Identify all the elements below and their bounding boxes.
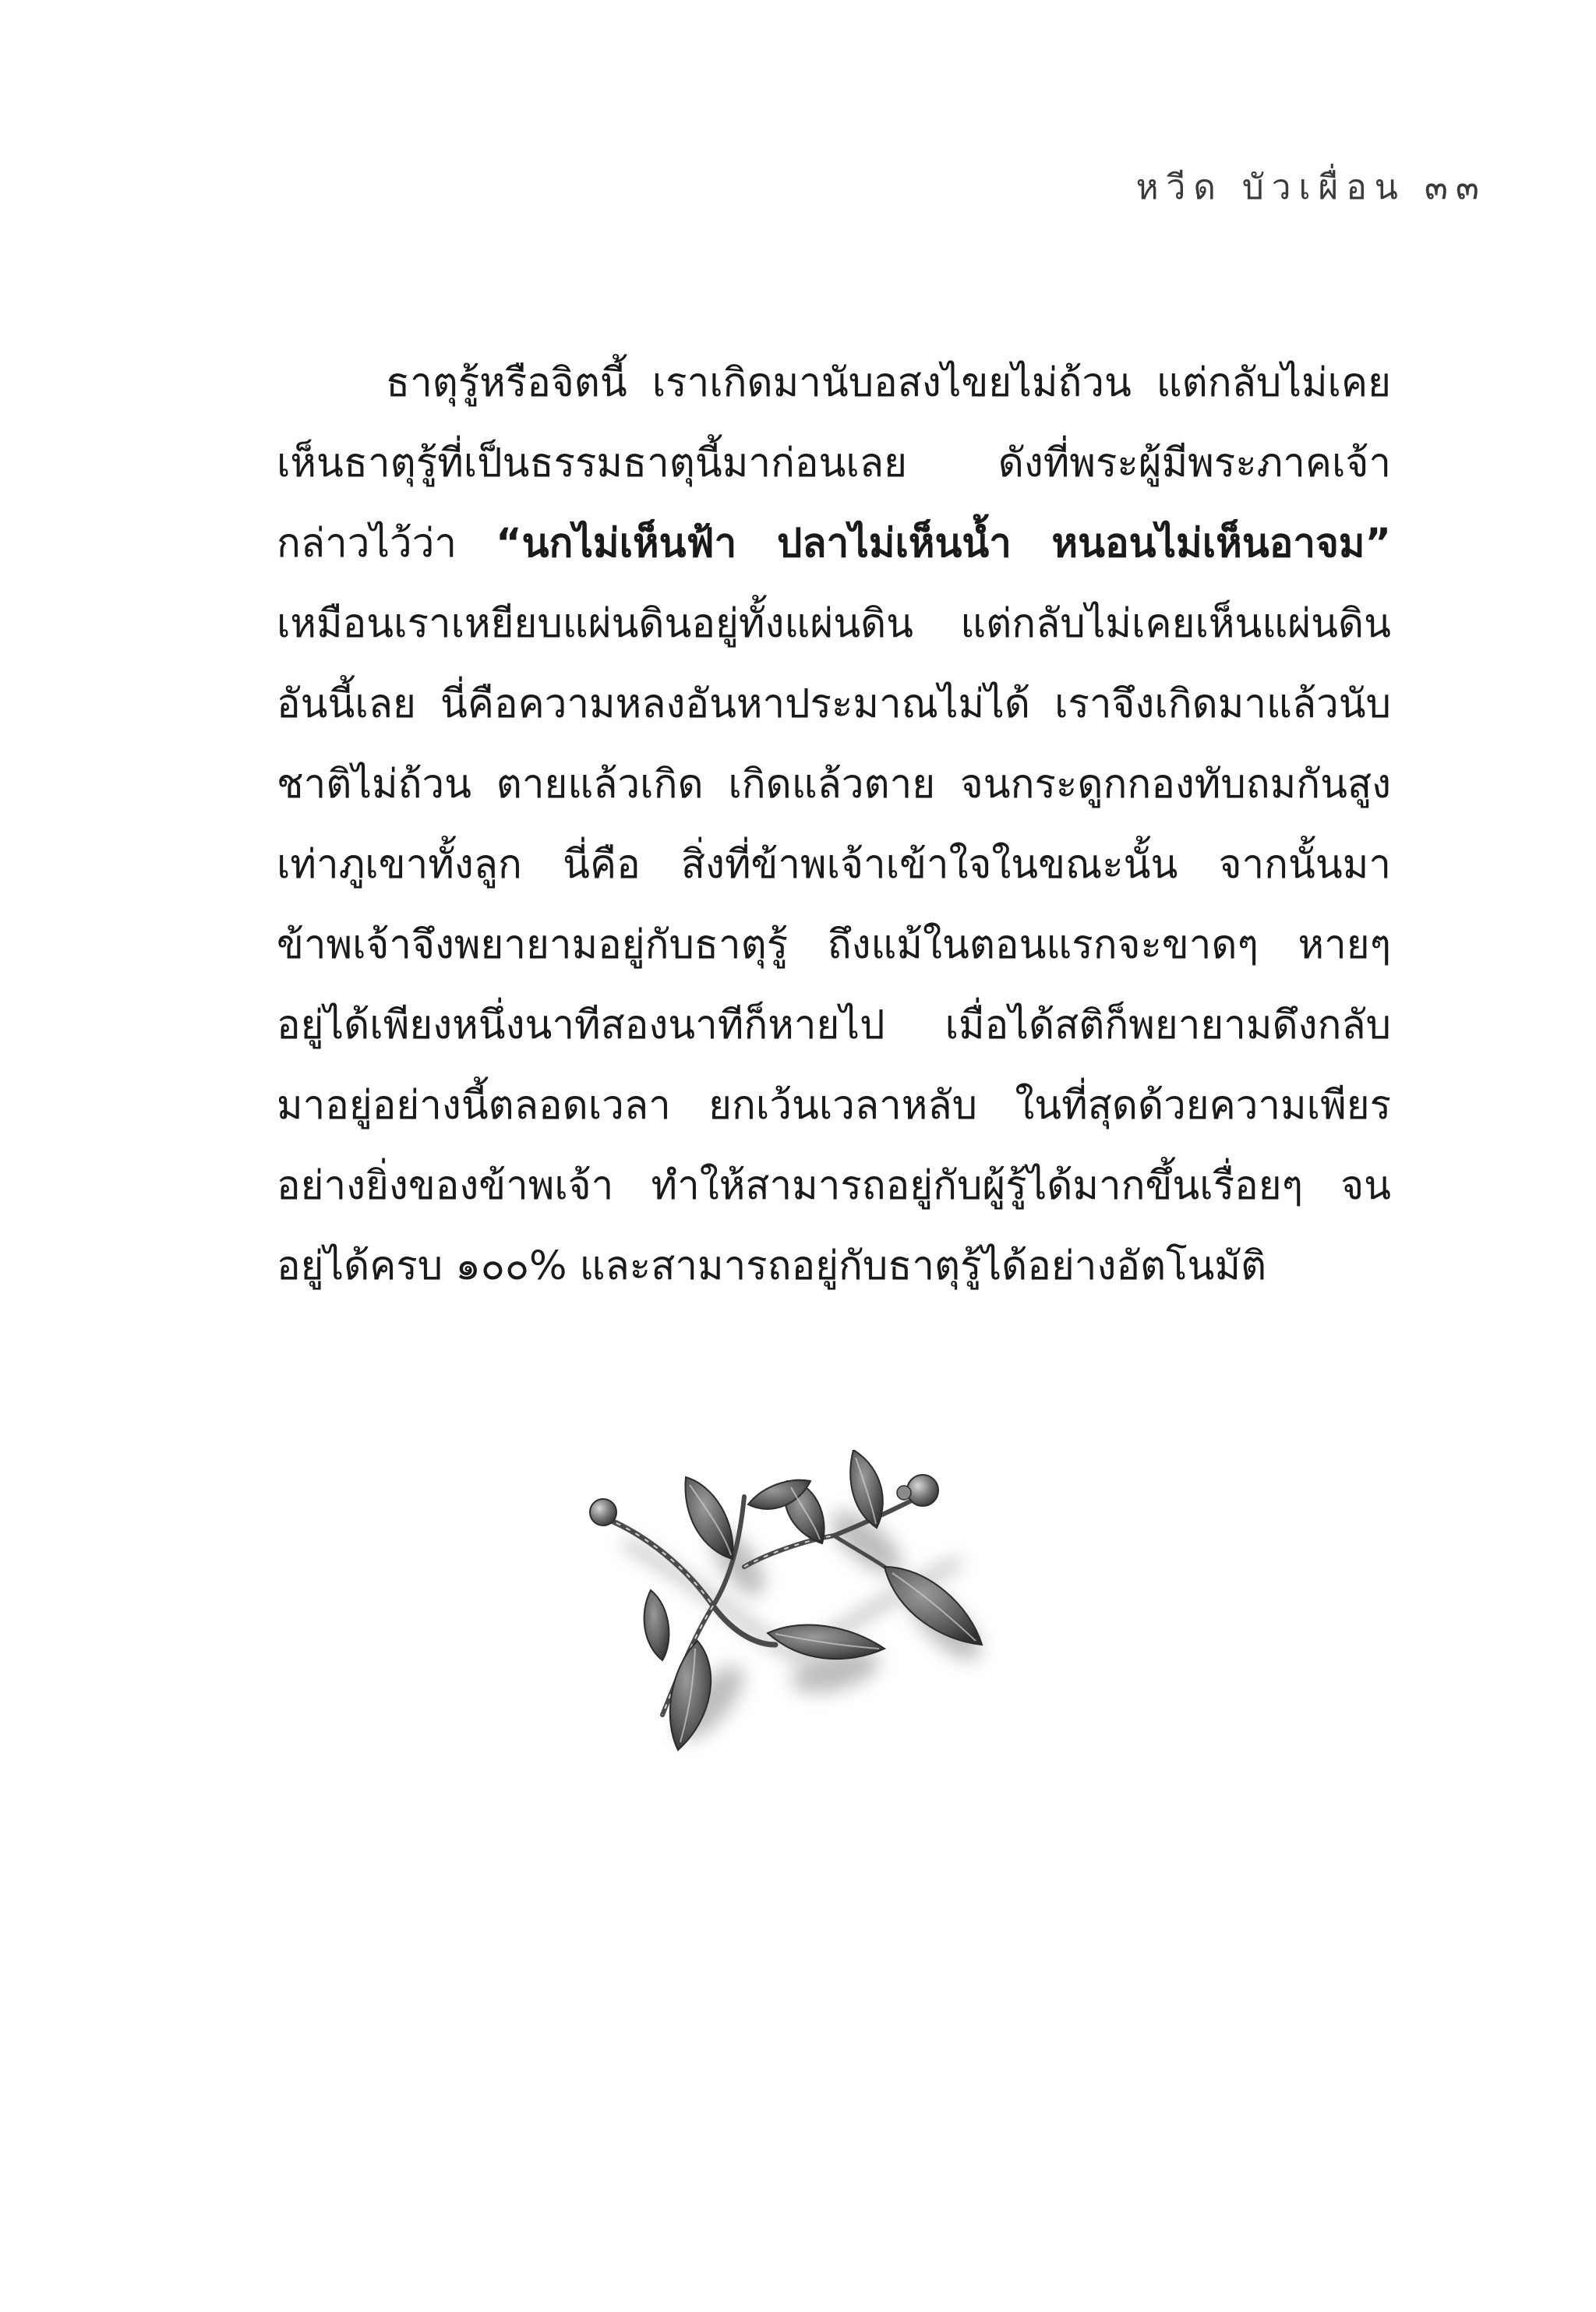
text-line: ข้าพเจ้าจึงพยายามอยู่กับธาตุรู้ ถึงแม้ในตอนแรกจะขาดๆ หายๆ: [277, 922, 1391, 968]
text-line: เหมือนเราเหยียบแผ่นดินอยู่ทั้งแผ่นดิน แต่กลับไม่เคยเห็นแผ่นดิน: [277, 601, 1391, 647]
text-line: กล่าวไว้ว่า: [277, 521, 496, 567]
text-line-with-quote: [277, 504, 1391, 584]
text-line: ชาติไม่ถ้วน ตายแล้วเกิด เกิดแล้วตาย จนกระดูกกองทับถมกันสูง: [277, 762, 1391, 808]
leaf-branch-illustration: [577, 1450, 1044, 1785]
text-line: ธาตุรู้หรือจิตนี้ เราเกิดมานับอสงไขยไม่ถ้วน แต่กลับไม่เคย: [386, 360, 1391, 406]
text-line: เท่าภูเขาทั้งลูก นี่คือ สิ่งที่ข้าพเจ้าเข้าใจในขณะนั้น จากนั้นมา: [277, 842, 1391, 888]
header-author: หวีด บัวเผื่อน: [1135, 168, 1406, 207]
page-number: ๓๓: [1424, 168, 1487, 207]
text-line: เห็นธาตุรู้ที่เป็นธรรมธาตุนี้มาก่อนเลย ดังที่พระผู้มีพระภาคเจ้า: [277, 440, 1391, 486]
text-line: อย่างยิ่งของข้าพเจ้า ทำให้สามารถอยู่กับผู้รู้ได้มากขึ้นเรื่อยๆ จน: [277, 1163, 1391, 1209]
text-line: อันนี้เลย นี่คือความหลงอันหาประมาณไม่ได้ เราจึงเกิดมาแล้วนับ: [277, 681, 1391, 727]
text-line: มาอยู่อย่างนี้ตลอดเวลา ยกเว้นเวลาหลับ ในที่สุดด้วยความเพียร: [277, 1083, 1391, 1129]
bold-quote: “นกไม่เห็นฟ้า ปลาไม่เห็นน้ำ หนอนไม่เห็นอาจม”: [496, 521, 1391, 567]
running-header: [1118, 160, 1487, 214]
text-line: อยู่ได้ครบ ๑๐๐% และสามารถอยู่กับธาตุรู้ได้อย่างอัตโนมัติ: [277, 1243, 1267, 1289]
body-paragraph: [277, 343, 1391, 1306]
text-line: อยู่ได้เพียงหนึ่งนาทีสองนาทีก็หายไป เมื่อได้สติก็พยายามดึงกลับ: [277, 1002, 1391, 1048]
